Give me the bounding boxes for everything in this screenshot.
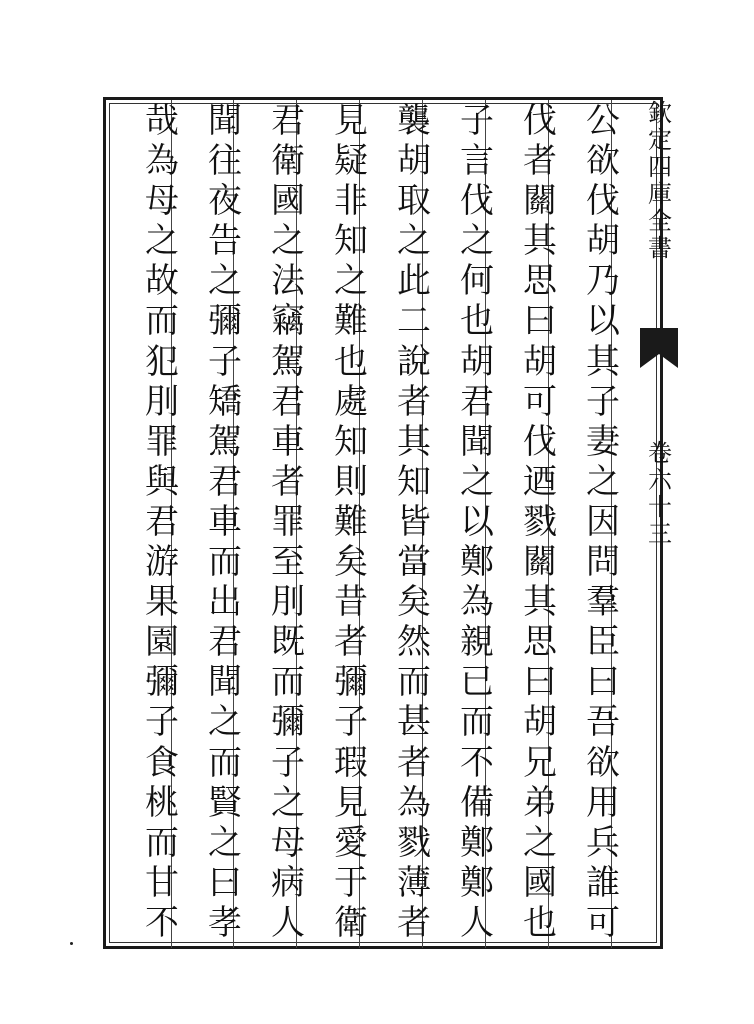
character: 母 — [271, 822, 305, 863]
text-column-6 — [265, 101, 311, 943]
character: 難 — [334, 301, 368, 342]
character: 定 — [648, 126, 672, 154]
character: 關 — [523, 542, 557, 583]
character: 昔 — [334, 582, 368, 623]
speck — [70, 942, 73, 945]
character: 之 — [208, 261, 242, 302]
character: 其 — [523, 221, 557, 262]
character: 鄭 — [460, 862, 494, 903]
character: 也 — [523, 902, 557, 943]
character: 卷 — [648, 439, 672, 467]
character: 用 — [586, 782, 620, 823]
character: 者 — [523, 141, 557, 182]
character: 也 — [334, 341, 368, 382]
character: 桃 — [145, 782, 179, 823]
character: 而 — [460, 702, 494, 743]
character: 迺 — [523, 461, 557, 502]
character: 戮 — [523, 501, 557, 542]
character: 子 — [271, 742, 305, 783]
character: 因 — [586, 501, 620, 542]
character: 思 — [523, 261, 557, 302]
character: 已 — [460, 662, 494, 703]
character: 君 — [208, 461, 242, 502]
character: 欲 — [586, 141, 620, 182]
character: 之 — [271, 221, 305, 262]
character: 彌 — [145, 662, 179, 703]
character: 之 — [208, 822, 242, 863]
character: 之 — [460, 221, 494, 262]
character: 而 — [145, 301, 179, 342]
character: 為 — [460, 582, 494, 623]
character: 子 — [145, 702, 179, 743]
character: 然 — [397, 622, 431, 663]
character: 為 — [397, 782, 431, 823]
character: 人 — [271, 902, 305, 943]
character: 可 — [586, 902, 620, 943]
text-column-5 — [328, 101, 374, 943]
character: 此 — [397, 261, 431, 302]
character: 出 — [208, 582, 242, 623]
character: 矣 — [397, 582, 431, 623]
character: 見 — [334, 101, 368, 141]
character: 君 — [271, 381, 305, 422]
character: 薄 — [397, 862, 431, 903]
character: 親 — [460, 622, 494, 663]
character: 取 — [397, 181, 431, 222]
character: 君 — [208, 622, 242, 663]
character: 哉 — [145, 101, 179, 141]
character: 孝 — [208, 902, 242, 943]
character: 說 — [397, 341, 431, 382]
character: 聞 — [208, 101, 242, 141]
character: 疑 — [334, 141, 368, 182]
character: 三 — [648, 520, 672, 548]
character: 之 — [334, 261, 368, 302]
character: 欽 — [648, 99, 672, 127]
character: 者 — [397, 381, 431, 422]
character: 甚 — [397, 702, 431, 743]
character: 者 — [397, 742, 431, 783]
character: 君 — [460, 381, 494, 422]
character: 庫 — [648, 180, 672, 208]
character: 故 — [145, 261, 179, 302]
character: 之 — [208, 702, 242, 743]
character: 而 — [271, 662, 305, 703]
character: 當 — [397, 542, 431, 583]
character: 刖 — [271, 582, 305, 623]
character: 之 — [523, 822, 557, 863]
character: 言 — [460, 141, 494, 182]
character: 食 — [145, 742, 179, 783]
character: 知 — [334, 221, 368, 262]
character: 車 — [208, 501, 242, 542]
character: 矯 — [208, 381, 242, 422]
character: 告 — [208, 221, 242, 262]
character: 聞 — [208, 662, 242, 703]
character: 其 — [523, 582, 557, 623]
character: 而 — [145, 822, 179, 863]
character: 子 — [334, 702, 368, 743]
character: 果 — [145, 582, 179, 623]
character: 處 — [334, 381, 368, 422]
character: 何 — [460, 261, 494, 302]
character: 車 — [271, 421, 305, 462]
character: 關 — [523, 181, 557, 222]
character: 見 — [334, 782, 368, 823]
character: 兵 — [586, 822, 620, 863]
character: 園 — [145, 622, 179, 663]
character: 之 — [145, 221, 179, 262]
character: 罪 — [145, 421, 179, 462]
character: 曰 — [523, 301, 557, 342]
character: 子 — [460, 101, 494, 141]
character: 襲 — [397, 101, 431, 141]
character: 而 — [208, 742, 242, 783]
character: 皆 — [397, 501, 431, 542]
character: 則 — [334, 461, 368, 502]
character: 公 — [586, 101, 620, 141]
character: 妻 — [586, 421, 620, 462]
character: 以 — [460, 501, 494, 542]
text-column-7 — [202, 101, 248, 943]
character: 夜 — [208, 181, 242, 222]
character: 者 — [271, 461, 305, 502]
character: 子 — [208, 341, 242, 382]
character: 駕 — [208, 421, 242, 462]
character: 弟 — [523, 782, 557, 823]
character: 甘 — [145, 862, 179, 903]
character: 刖 — [145, 381, 179, 422]
character: 竊 — [271, 301, 305, 342]
text-column-2 — [517, 101, 563, 943]
character: 衛 — [271, 141, 305, 182]
character: 以 — [586, 301, 620, 342]
character: 而 — [397, 662, 431, 703]
character: 病 — [271, 862, 305, 903]
character: 伐 — [523, 421, 557, 462]
character: 四 — [648, 153, 672, 181]
character: 曰 — [586, 662, 620, 703]
character: 難 — [334, 501, 368, 542]
character: 鄭 — [460, 542, 494, 583]
character: 為 — [145, 141, 179, 182]
character: 而 — [208, 542, 242, 583]
character: 乃 — [586, 261, 620, 302]
character: 彌 — [271, 702, 305, 743]
character: 駕 — [271, 341, 305, 382]
character: 胡 — [460, 341, 494, 382]
character: 罪 — [271, 501, 305, 542]
character: 瑕 — [334, 742, 368, 783]
character: 知 — [334, 421, 368, 462]
character: 者 — [334, 622, 368, 663]
character: 彌 — [208, 301, 242, 342]
character: 聞 — [460, 421, 494, 462]
character: 戮 — [397, 822, 431, 863]
character: 吾 — [586, 702, 620, 743]
character: 十 — [648, 493, 672, 521]
character: 胡 — [397, 141, 431, 182]
character: 賢 — [208, 782, 242, 823]
character: 欲 — [586, 742, 620, 783]
character: 胡 — [523, 341, 557, 382]
character: 羣 — [586, 582, 620, 623]
page-border — [103, 97, 663, 949]
juan-number — [640, 440, 680, 548]
character: 彌 — [334, 662, 368, 703]
character: 也 — [460, 301, 494, 342]
character: 非 — [334, 181, 368, 222]
character: 國 — [523, 862, 557, 903]
character: 君 — [271, 101, 305, 141]
character: 不 — [145, 902, 179, 943]
character: 于 — [334, 862, 368, 903]
character: 愛 — [334, 822, 368, 863]
character: 往 — [208, 141, 242, 182]
character: 曰 — [208, 862, 242, 903]
book-title — [640, 100, 680, 262]
character: 犯 — [145, 341, 179, 382]
character: 全 — [648, 207, 672, 235]
character: 六 — [648, 466, 672, 494]
character: 之 — [397, 221, 431, 262]
character: 曰 — [523, 662, 557, 703]
character: 問 — [586, 542, 620, 583]
character: 伐 — [586, 181, 620, 222]
character: 伐 — [460, 181, 494, 222]
text-column-1 — [580, 101, 626, 943]
character: 母 — [145, 181, 179, 222]
character: 誰 — [586, 862, 620, 903]
fish-tail-mark-icon — [640, 328, 678, 368]
page-margin-strip — [640, 100, 680, 948]
character: 國 — [271, 181, 305, 222]
character: 臣 — [586, 622, 620, 663]
text-column-4 — [391, 101, 437, 943]
character: 思 — [523, 622, 557, 663]
character: 知 — [397, 461, 431, 502]
character: 不 — [460, 742, 494, 783]
character: 至 — [271, 542, 305, 583]
character: 矣 — [334, 542, 368, 583]
character: 與 — [145, 461, 179, 502]
character: 鄭 — [460, 822, 494, 863]
character: 胡 — [586, 221, 620, 262]
character: 兄 — [523, 742, 557, 783]
character: 其 — [397, 421, 431, 462]
character: 君 — [145, 501, 179, 542]
character: 既 — [271, 622, 305, 663]
character: 法 — [271, 261, 305, 302]
character: 伐 — [523, 101, 557, 141]
character: 子 — [586, 381, 620, 422]
character: 者 — [397, 902, 431, 943]
character: 之 — [271, 782, 305, 823]
character: 可 — [523, 381, 557, 422]
character: 二 — [397, 301, 431, 342]
character: 游 — [145, 542, 179, 583]
character: 衛 — [334, 902, 368, 943]
character: 人 — [460, 902, 494, 943]
character: 備 — [460, 782, 494, 823]
character: 書 — [648, 234, 672, 262]
character: 其 — [586, 341, 620, 382]
text-column-3 — [454, 101, 500, 943]
character: 之 — [460, 461, 494, 502]
text-column-8 — [139, 101, 185, 943]
character: 胡 — [523, 702, 557, 743]
character: 之 — [586, 461, 620, 502]
